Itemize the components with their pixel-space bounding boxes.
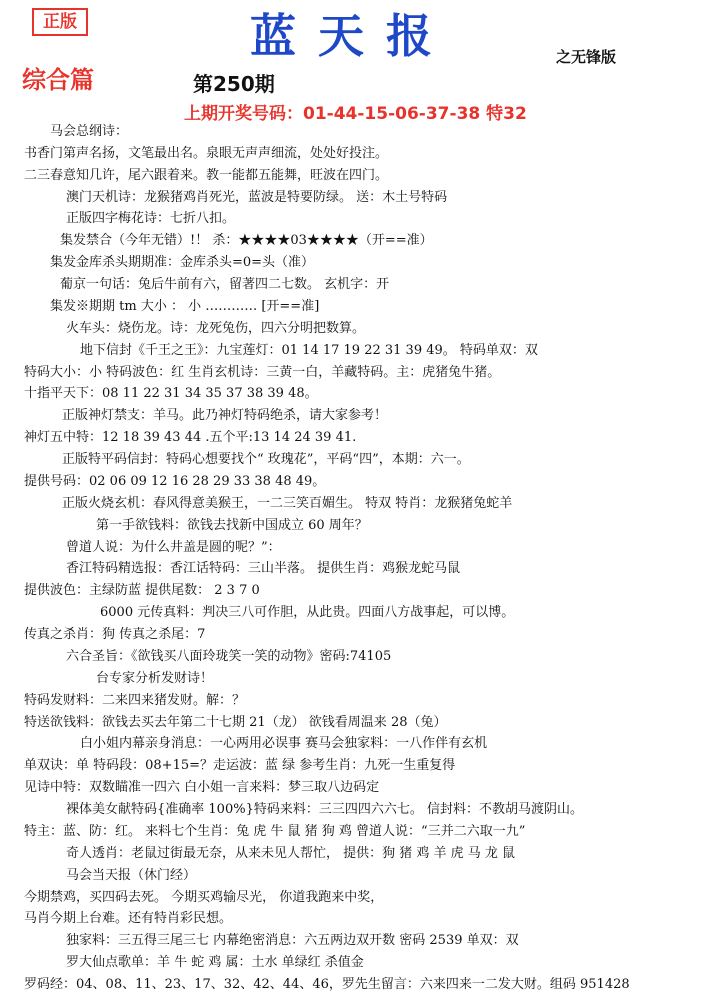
section-title: 综合篇	[22, 66, 94, 94]
text-line: 六合圣旨：《欲钱买八面玲珑笑一笑的动物》密码:74105	[66, 649, 392, 664]
text-line: 罗大仙点歌单：羊 牛 蛇 鸡 属：土水 单绿红 杀值金	[66, 955, 364, 970]
text-line: 单双诀：单 特码段：08+15=？走运波：蓝 绿 参考生肖：九死一生重复得	[24, 758, 456, 773]
text-line: 6000 元传真料：判决三八可作胆，从此贵。四面八方战事起，可以博。	[100, 605, 515, 620]
text-line: 提供波色：主绿防蓝 提供尾数： 2 3 7 0	[24, 583, 260, 598]
text-line: 二三春意知几许，尾六跟着来。教一能都五能舞，旺波在四门。	[24, 168, 389, 183]
text-line: 书香门第声名扬，文笔最出名。泉眼无声声细流，处处好投注。	[24, 146, 389, 161]
issue-number: 第250期	[193, 72, 275, 96]
text-line: 马会总纲诗：	[50, 124, 129, 139]
text-line: 第一手欲钱料：欲钱去找新中国成立 60 周年？	[96, 518, 368, 533]
edition-label: 之无锋版	[556, 48, 617, 66]
text-line: 正版特平码信封：特码心想要找个“ 玫瑰花”，平码“四”，本期：六一。	[62, 452, 470, 467]
previous-result: 上期开奖号码：01-44-15-06-37-38 特32	[184, 104, 527, 124]
text-line: 曾道人说：为什么井盖是圆的呢？”：	[66, 540, 281, 555]
text-line: 香江特码精选报：香江话特码：三山半落。 提供生肖：鸡猴龙蛇马鼠	[66, 561, 461, 576]
newspaper-title: 蓝天报	[250, 9, 454, 63]
text-line: 提供号码：02 06 09 12 16 28 29 33 38 48 49。	[24, 474, 326, 489]
text-line: 特主：蓝、防：红。 来料七个生肖：兔 虎 牛 鼠 猪 狗 鸡 曾道人说：“三并二六取一九”	[24, 824, 526, 839]
text-line: 裸体美女献特码{准确率 100%}特码来料：三三四四六六七。 信封料：不教胡马渡阴山。	[66, 802, 583, 817]
text-line: 集发※期期 tm 大小 ： 小 ………… [开==准]	[50, 299, 320, 314]
text-line: 台专家分析发财诗！	[96, 671, 214, 686]
text-line: 神灯五中特：12 18 39 43 44 .五个平:13 14 24 39 41.	[24, 430, 357, 445]
text-line: 葡京一句话：兔后牛前有六，留著四二七数。 玄机字：开	[60, 277, 390, 292]
text-line: 马肖今期上台难。还有特肖彩民想。	[24, 911, 233, 926]
text-line: 传真之杀肖：狗 传真之杀尾：7	[24, 627, 206, 642]
text-line: 地下信封《千王之王》：九宝莲灯：01 14 17 19 22 31 39 49。 特码单双：双	[80, 343, 538, 358]
text-line: 马会当天报（休门经）	[66, 868, 197, 883]
text-line: 独家料：三五得三尾三七 内幕绝密消息：六五两边双开数 密码 2539 单双：双	[66, 933, 519, 948]
text-line: 集发禁合（今年无错）!！ 杀：★★★★03★★★★（开==准）	[60, 233, 433, 248]
text-line: 今期禁鸡，买四码去死。 今期买鸡输尽光， 你道我跑来中奖，	[24, 890, 384, 905]
text-line: 火车头：烧伤龙。诗：龙死兔伤，四六分明把数算。	[66, 321, 366, 336]
text-line: 特送欲钱料：欲钱去买去年第二十七期 21（龙） 欲钱看周温来 28（兔）	[24, 715, 447, 730]
text-line: 罗码经：04、08、11、23、17、32、42、44、46，罗先生留言：六来四来一二发大财。组码 951428	[24, 977, 630, 992]
text-line: 正版火烧玄机：春风得意美猴王，一二三笑百媚生。 特双 特肖：龙猴猪兔蛇羊	[62, 496, 513, 511]
text-line: 正版神灯禁支：羊马。此乃神灯特码绝杀，请大家参考！	[62, 408, 388, 423]
text-line: 集发金库杀头期期准：金库杀头=0=头（准）	[50, 255, 315, 270]
text-line: 特码发财料：二来四来猪发财。解：？	[24, 693, 246, 708]
text-line: 十指平天下：08 11 22 31 34 35 37 38 39 48。	[24, 386, 318, 401]
text-line: 白小姐内幕亲身消息：一心两用必误事 赛马会独家料：一八作伴有玄机	[80, 736, 488, 751]
text-line: 澳门天机诗：龙猴猪鸡肖死光，蓝波是特要防绿。 送：木土号特码	[66, 190, 448, 205]
text-line: 正版四字梅花诗：七折八扣。	[66, 211, 236, 226]
text-line: 特码大小：小 特码波色：红 生肖玄机诗：三黄一白，羊藏特码。主：虎猪兔牛猪。	[24, 365, 501, 380]
authentic-edition-stamp: 正版	[32, 8, 88, 36]
text-line: 见诗中特：双数瞄准一四六 白小姐一言来料：梦三取八边码定	[24, 780, 380, 795]
text-line: 奇人透肖：老鼠过街最无奈，从来未见人帮忙， 提供：狗 猪 鸡 羊 虎 马 龙 鼠	[66, 846, 516, 861]
